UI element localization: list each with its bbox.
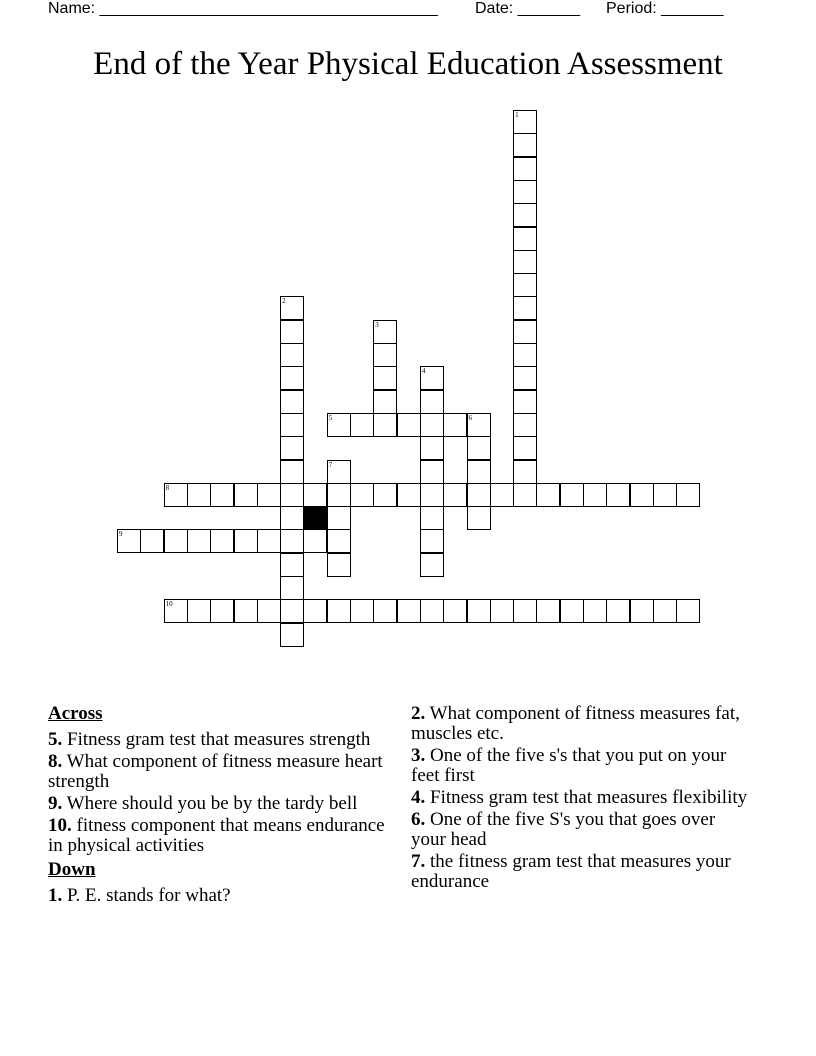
crossword-cell[interactable] xyxy=(140,529,164,553)
clue-item xyxy=(48,752,388,792)
across-heading: Across xyxy=(48,703,103,724)
crossword-cell[interactable] xyxy=(420,553,444,577)
clue-item xyxy=(48,886,388,906)
crossword-cell[interactable] xyxy=(467,506,491,530)
crossword-cell[interactable] xyxy=(280,599,304,623)
crossword-cell[interactable] xyxy=(210,529,234,553)
clues-left-column xyxy=(48,704,388,908)
clue-number: 8. xyxy=(48,751,63,772)
crossword-cell[interactable] xyxy=(257,483,281,507)
crossword-cell[interactable] xyxy=(513,203,537,227)
crossword-cell[interactable] xyxy=(420,460,444,484)
crossword-cell[interactable] xyxy=(280,553,304,577)
crossword-cell[interactable] xyxy=(490,483,514,507)
crossword-cell[interactable] xyxy=(513,599,537,623)
crossword-cell[interactable] xyxy=(280,320,304,344)
crossword-cell[interactable] xyxy=(606,483,630,507)
crossword-cell[interactable] xyxy=(513,343,537,367)
clue-number: 2. xyxy=(411,703,426,724)
crossword-cell[interactable] xyxy=(606,599,630,623)
clue-item xyxy=(411,788,751,808)
crossword-cell[interactable] xyxy=(560,483,584,507)
clue-item xyxy=(411,746,751,786)
crossword-cell[interactable] xyxy=(420,483,444,507)
clue-item xyxy=(411,704,751,744)
crossword-cell[interactable] xyxy=(210,599,234,623)
crossword-cell[interactable] xyxy=(280,436,304,460)
crossword-cell[interactable] xyxy=(234,529,258,553)
crossword-cell[interactable] xyxy=(443,413,467,437)
crossword-cell[interactable] xyxy=(676,483,700,507)
crossword-cell[interactable] xyxy=(513,320,537,344)
crossword-cell[interactable] xyxy=(513,366,537,390)
clue-text: What component of fitness measure heart strength xyxy=(48,751,383,792)
crossword-cell[interactable] xyxy=(327,599,351,623)
clue-number: 9. xyxy=(48,793,63,814)
clue-number-label: 6 xyxy=(468,413,472,422)
crossword-cell[interactable] xyxy=(373,483,397,507)
page-title: End of the Year Physical Education Assessment xyxy=(93,46,723,82)
crossword-cell[interactable] xyxy=(583,599,607,623)
crossword-cell[interactable] xyxy=(327,529,351,553)
clue-text: Where should you be by the tardy bell xyxy=(62,793,358,814)
clue-number: 1. xyxy=(48,885,63,906)
clue-number: 6. xyxy=(411,809,426,830)
crossword-cell[interactable] xyxy=(187,599,211,623)
clue-text: Fitness gram test that measures flexibility xyxy=(425,787,748,808)
crossword-cell[interactable] xyxy=(513,413,537,437)
clue-item xyxy=(411,810,751,850)
crossword-cell[interactable] xyxy=(280,483,304,507)
down-clue-list-continued xyxy=(411,704,751,892)
crossword-cell[interactable] xyxy=(327,506,351,530)
crossword-cell[interactable] xyxy=(513,390,537,414)
crossword-cell[interactable] xyxy=(420,506,444,530)
crossword-cell[interactable] xyxy=(467,483,491,507)
crossword-cell[interactable] xyxy=(187,529,211,553)
crossword-cell[interactable] xyxy=(420,390,444,414)
crossword-cell[interactable] xyxy=(373,413,397,437)
crossword-cell[interactable] xyxy=(234,483,258,507)
crossword-cell[interactable] xyxy=(513,133,537,157)
clue-number-label: 2 xyxy=(282,297,286,306)
crossword-cell[interactable] xyxy=(280,343,304,367)
crossword-cell[interactable] xyxy=(234,599,258,623)
clue-number: 3. xyxy=(411,745,426,766)
crossword-cell[interactable] xyxy=(164,529,188,553)
crossword-cell[interactable] xyxy=(373,366,397,390)
crossword-cell[interactable] xyxy=(327,483,351,507)
crossword-cell[interactable] xyxy=(327,553,351,577)
crossword-cell[interactable] xyxy=(280,366,304,390)
crossword-cell[interactable] xyxy=(536,599,560,623)
clue-text: the fitness gram test that measures your endurance xyxy=(411,851,731,892)
clue-text: fitness component that means endurance in physical activities xyxy=(48,815,385,856)
crossword-cell[interactable] xyxy=(280,529,304,553)
crossword-cell[interactable] xyxy=(257,599,281,623)
crossword-cell[interactable] xyxy=(513,157,537,181)
crossword-cell[interactable] xyxy=(303,529,327,553)
crossword-cell[interactable] xyxy=(467,599,491,623)
crossword-cell[interactable] xyxy=(280,460,304,484)
clue-number: 4. xyxy=(411,787,426,808)
crossword-cell[interactable] xyxy=(350,599,374,623)
crossword-cell[interactable] xyxy=(420,599,444,623)
crossword-cell[interactable] xyxy=(303,599,327,623)
clue-text: What component of fitness measures fat, muscles etc. xyxy=(411,703,740,744)
down-clue-list xyxy=(48,886,388,906)
crossword-cell[interactable] xyxy=(513,460,537,484)
crossword-cell[interactable] xyxy=(280,506,304,530)
crossword-cell[interactable] xyxy=(513,436,537,460)
crossword-cell[interactable] xyxy=(513,180,537,204)
crossword-cell[interactable] xyxy=(280,390,304,414)
crossword-cell[interactable] xyxy=(536,483,560,507)
crossword-cell[interactable] xyxy=(443,599,467,623)
crossword-cell[interactable] xyxy=(303,483,327,507)
crossword-cell[interactable] xyxy=(513,227,537,251)
down-heading: Down xyxy=(48,859,96,880)
crossword-cell[interactable] xyxy=(350,483,374,507)
clue-number-label: 4 xyxy=(421,367,426,376)
clue-item xyxy=(48,730,388,750)
clue-number-label: 1 xyxy=(515,111,519,119)
crossword-cell[interactable] xyxy=(397,599,421,623)
crossword-cell[interactable] xyxy=(513,296,537,320)
clue-number-label: 5 xyxy=(328,413,333,422)
crossword-cell[interactable] xyxy=(420,413,444,437)
clue-text: One of the five s's that you put on your feet first xyxy=(411,745,727,786)
crossword-cell[interactable] xyxy=(630,599,654,623)
crossword-cell[interactable] xyxy=(653,483,677,507)
crossword-cell[interactable] xyxy=(420,436,444,460)
crossword-cell[interactable] xyxy=(397,483,421,507)
clue-number-label: 10 xyxy=(165,600,173,609)
crossword-cell[interactable] xyxy=(490,599,514,623)
crossword-cell[interactable] xyxy=(373,390,397,414)
crossword-cell[interactable] xyxy=(443,483,467,507)
crossword-cell[interactable] xyxy=(397,413,421,437)
clue-number: 7. xyxy=(411,851,426,872)
crossword-cell[interactable] xyxy=(373,599,397,623)
clue-number: 5. xyxy=(48,729,63,750)
crossword-cell[interactable] xyxy=(653,599,677,623)
crossword-cell[interactable] xyxy=(676,599,700,623)
clue-number: 10. xyxy=(48,815,72,836)
clue-number-label: 9 xyxy=(119,530,123,539)
clue-text: P. E. stands for what? xyxy=(62,885,231,906)
crossword-cell[interactable] xyxy=(420,529,444,553)
crossword-cell[interactable] xyxy=(467,460,491,484)
crossword-cell[interactable] xyxy=(513,483,537,507)
crossword-cell[interactable] xyxy=(630,483,654,507)
clues-right-column xyxy=(411,704,751,894)
name-field[interactable]: Name: ______________________________________ xyxy=(48,0,438,17)
period-field[interactable]: Period: _______ xyxy=(606,0,724,17)
clue-text: Fitness gram test that measures strength xyxy=(62,729,371,750)
crossword-cell[interactable] xyxy=(583,483,607,507)
crossword-cell[interactable] xyxy=(187,483,211,507)
clue-number-label: 7 xyxy=(328,460,333,469)
crossword-cell[interactable] xyxy=(280,576,304,600)
crossword-cell[interactable] xyxy=(257,529,281,553)
date-field[interactable]: Date: _______ xyxy=(475,0,580,17)
crossword-cell[interactable] xyxy=(513,250,537,274)
crossword-cell[interactable] xyxy=(210,483,234,507)
crossword-cell[interactable] xyxy=(373,343,397,367)
crossword-cell[interactable] xyxy=(513,273,537,297)
crossword-cell[interactable] xyxy=(467,436,491,460)
clue-number-label: 8 xyxy=(165,483,170,492)
clue-item xyxy=(48,794,388,814)
crossword-block xyxy=(303,506,327,530)
clue-item xyxy=(48,816,388,856)
crossword-cell[interactable] xyxy=(560,599,584,623)
clue-item xyxy=(411,852,751,892)
crossword-cell[interactable] xyxy=(280,413,304,437)
crossword-cell[interactable] xyxy=(350,413,374,437)
crossword-cell[interactable] xyxy=(280,623,304,647)
across-clue-list xyxy=(48,730,388,856)
clue-text: One of the five S's you that goes over your head xyxy=(411,809,716,850)
clue-number-label: 3 xyxy=(375,320,379,329)
